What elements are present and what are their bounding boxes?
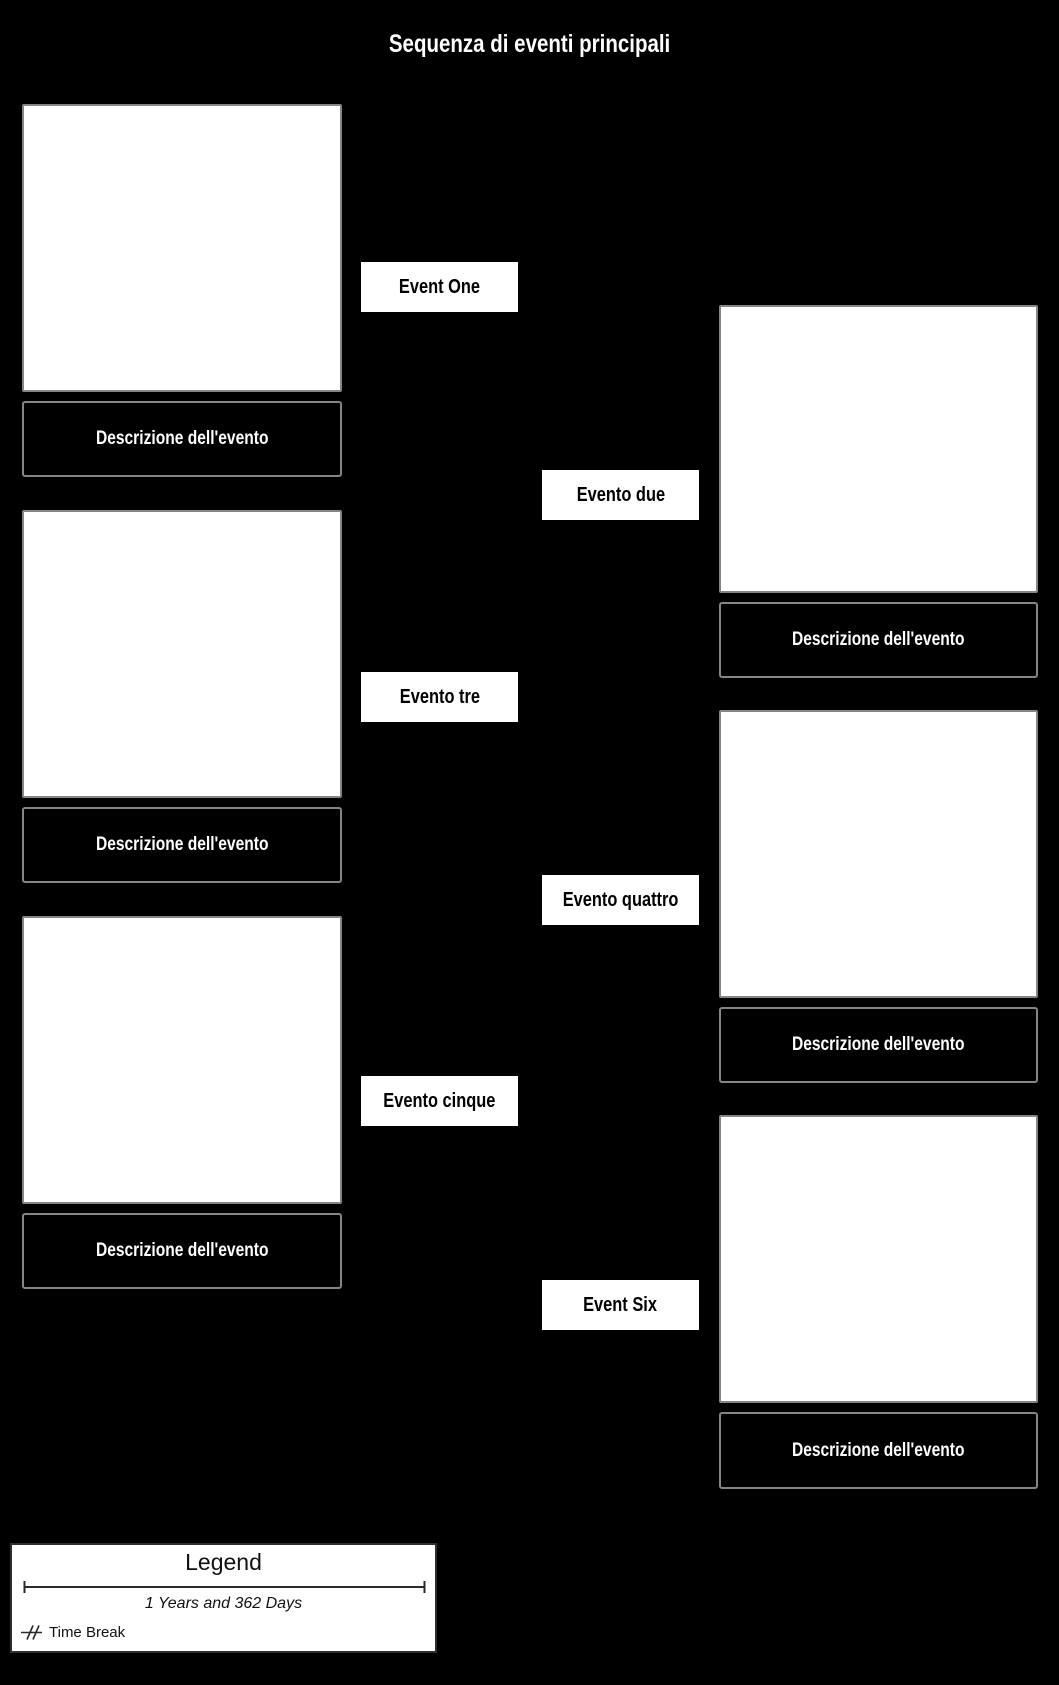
event-5-image-placeholder[interactable] xyxy=(22,916,342,1204)
event-1-description-box[interactable] xyxy=(22,401,342,477)
event-6-description-text: Descrizione dell'evento xyxy=(792,1439,965,1461)
event-3-description-box[interactable] xyxy=(22,807,342,883)
event-3-label-text: Evento tre xyxy=(399,685,480,708)
event-4-label-text: Evento quattro xyxy=(562,888,679,911)
event-5-label[interactable] xyxy=(361,1076,518,1126)
event-4-description-text: Descrizione dell'evento xyxy=(792,1034,965,1055)
event-1-label[interactable] xyxy=(361,262,518,312)
legend-title: Legend xyxy=(185,1549,262,1575)
event-6-label-text: Event Six xyxy=(583,1293,658,1316)
event-3-description-text: Descrizione dell'evento xyxy=(95,834,269,855)
event-2-description-text: Descrizione dell'evento xyxy=(792,629,965,650)
event-5-description-box[interactable] xyxy=(22,1213,342,1289)
event-3-label[interactable] xyxy=(361,672,518,722)
event-1-description-text: Descrizione dell'evento xyxy=(95,428,269,449)
event-4-label[interactable] xyxy=(542,875,699,925)
page-title-text: Sequenza di eventi principali xyxy=(388,30,671,58)
event-5-description-text: Descrizione dell'evento xyxy=(95,1240,269,1261)
duration-scale-line xyxy=(23,1580,426,1594)
event-1-label-text: Event One xyxy=(398,275,481,298)
event-2-label[interactable] xyxy=(542,470,699,520)
event-5-label-text: Evento cinque xyxy=(383,1089,496,1112)
page-title xyxy=(0,31,1059,59)
event-4-description-box[interactable] xyxy=(719,1007,1038,1083)
event-6-image-placeholder[interactable] xyxy=(719,1115,1038,1403)
event-2-image-placeholder[interactable] xyxy=(719,305,1038,593)
event-4-image-placeholder[interactable] xyxy=(719,710,1038,998)
event-6-label[interactable] xyxy=(542,1280,699,1330)
event-2-description-box[interactable] xyxy=(719,602,1038,678)
duration-label: 1 Years and 362 Days xyxy=(144,1595,303,1612)
event-1-image-placeholder[interactable] xyxy=(22,104,342,392)
event-3-image-placeholder[interactable] xyxy=(22,510,342,798)
legend xyxy=(10,1543,437,1653)
event-2-label-text: Evento due xyxy=(576,483,665,506)
time-break-row xyxy=(21,1623,125,1642)
time-break-label: Time Break xyxy=(49,1624,126,1641)
event-6-description-box[interactable] xyxy=(719,1412,1038,1489)
time-break-icon xyxy=(21,1623,42,1642)
